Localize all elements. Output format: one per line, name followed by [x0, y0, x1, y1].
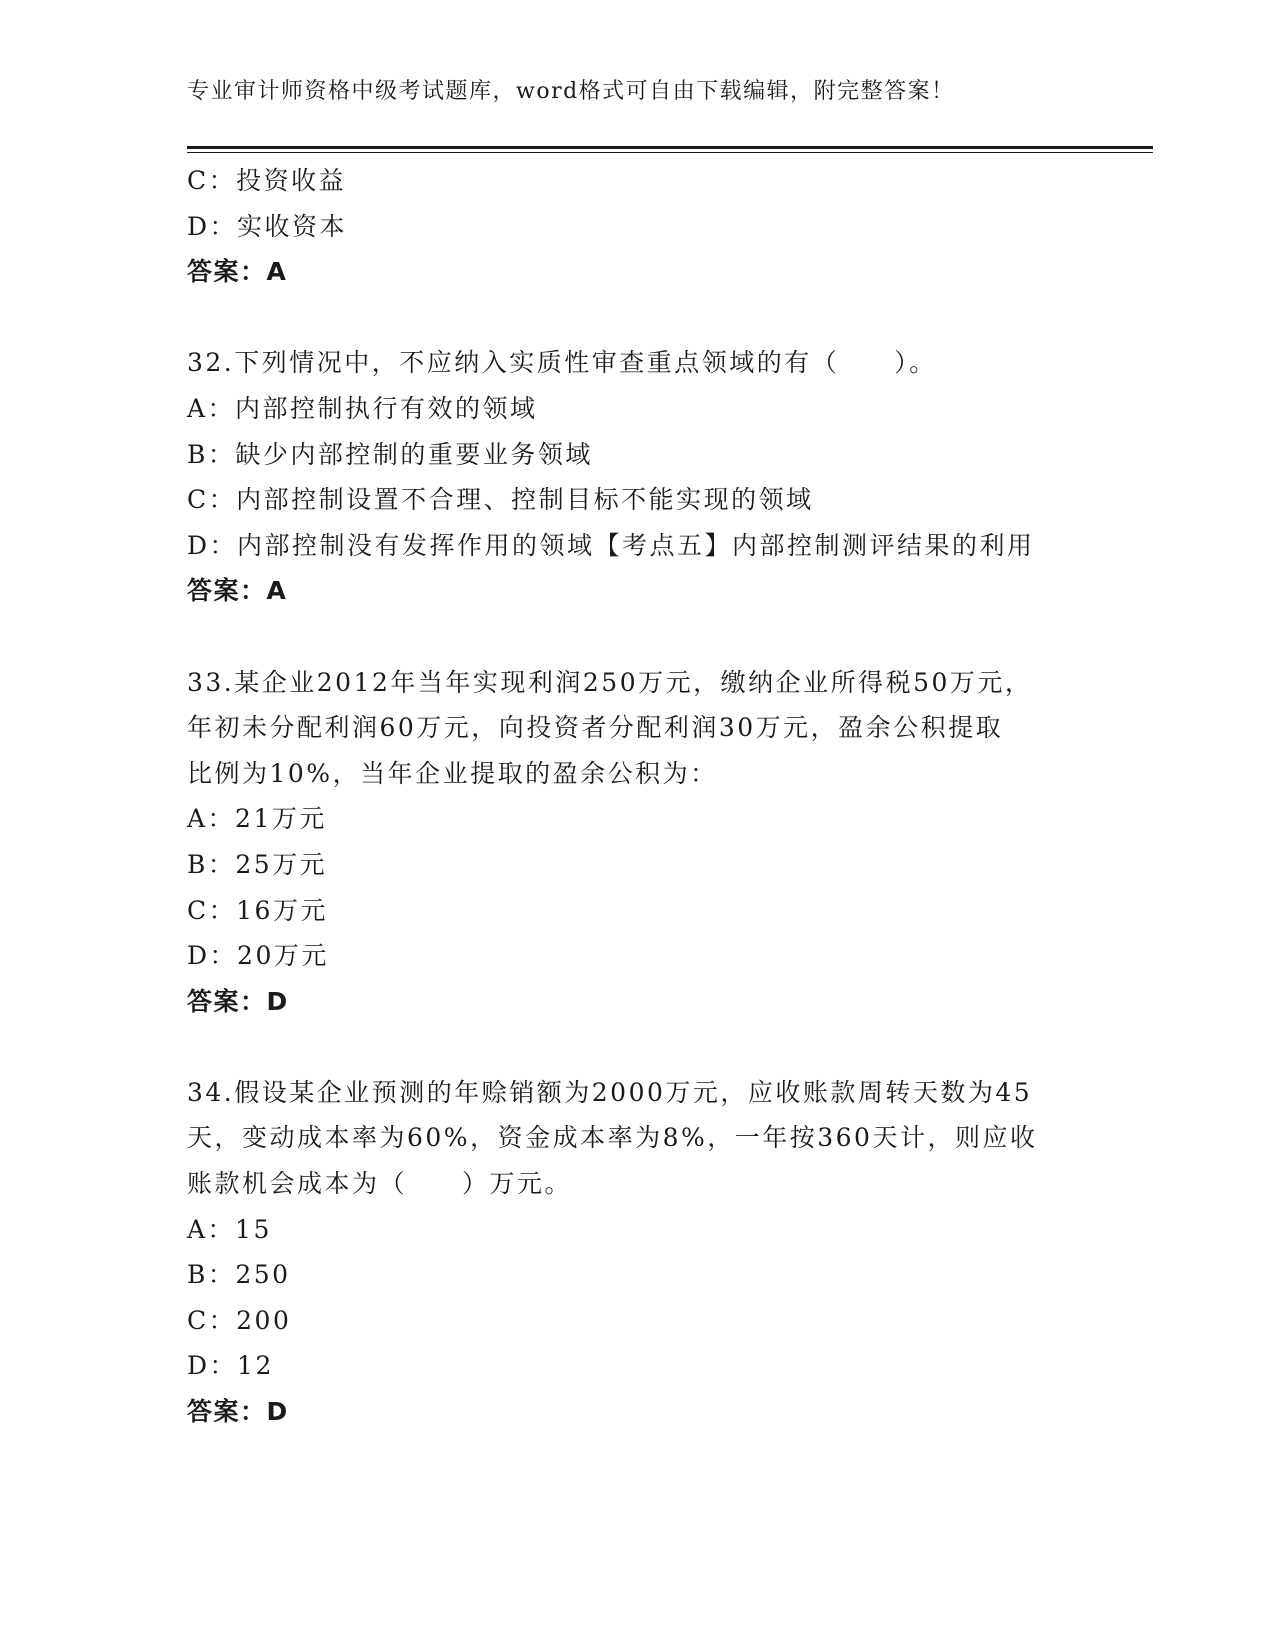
question-list	[187, 158, 1087, 1435]
question-stem-line-3: 比例为10%，当年企业提取的盈余公积为：	[187, 758, 718, 788]
option-d: D：12	[187, 1351, 274, 1381]
option-c: C：16万元	[187, 895, 328, 925]
header-rule-thick	[187, 146, 1153, 149]
option-d: D：内部控制没有发挥作用的领域【考点五】内部控制测评结果的利用	[187, 530, 1035, 560]
option-a: A：15	[187, 1214, 272, 1244]
page-header: 专业审计师资格中级考试题库，word格式可自由下载编辑，附完整答案！	[187, 79, 955, 104]
prev-question	[187, 158, 1087, 295]
header-rule-thin	[187, 152, 1153, 153]
option-c: C：内部控制设置不合理、控制目标不能实现的领域	[187, 485, 814, 515]
spacer	[187, 614, 1087, 660]
option-b: B：缺少内部控制的重要业务领域	[187, 439, 593, 469]
option-d: D：20万元	[187, 941, 329, 971]
question-stem-line-1: 33.某企业2012年当年实现利润250万元，缴纳企业所得税50万元，	[187, 667, 1033, 697]
question-stem: 32.下列情况中，不应纳入实质性审查重点领域的有（ ）。	[187, 348, 937, 378]
answer: 答案：A	[187, 257, 288, 287]
answer: 答案：A	[187, 576, 288, 606]
option-c: C：投资收益	[187, 166, 347, 195]
question-33	[187, 660, 1087, 1025]
spacer	[187, 295, 1087, 341]
option-b: B：25万元	[187, 849, 328, 879]
option-a: A：内部控制执行有效的领域	[187, 393, 538, 423]
option-d: D：实收资本	[187, 211, 348, 241]
question-stem-line-2: 天，变动成本率为60%，资金成本率为8%，一年按360天计，则应收	[187, 1123, 1038, 1153]
answer: 答案：D	[187, 1397, 289, 1427]
question-34	[187, 1070, 1087, 1435]
option-c: C：200	[187, 1305, 292, 1335]
question-stem-line-3: 账款机会成本为（ ）万元。	[187, 1169, 573, 1199]
question-32	[187, 340, 1087, 614]
option-a: A：21万元	[187, 804, 327, 834]
question-stem-line-1: 34.假设某企业预测的年赊销额为2000万元，应收账款周转天数为45	[187, 1077, 1033, 1107]
spacer	[187, 1024, 1087, 1070]
question-stem-line-2: 年初未分配利润60万元，向投资者分配利润30万元，盈余公积提取	[187, 713, 1004, 743]
answer: 答案：D	[187, 986, 289, 1016]
option-b: B：250	[187, 1260, 291, 1290]
